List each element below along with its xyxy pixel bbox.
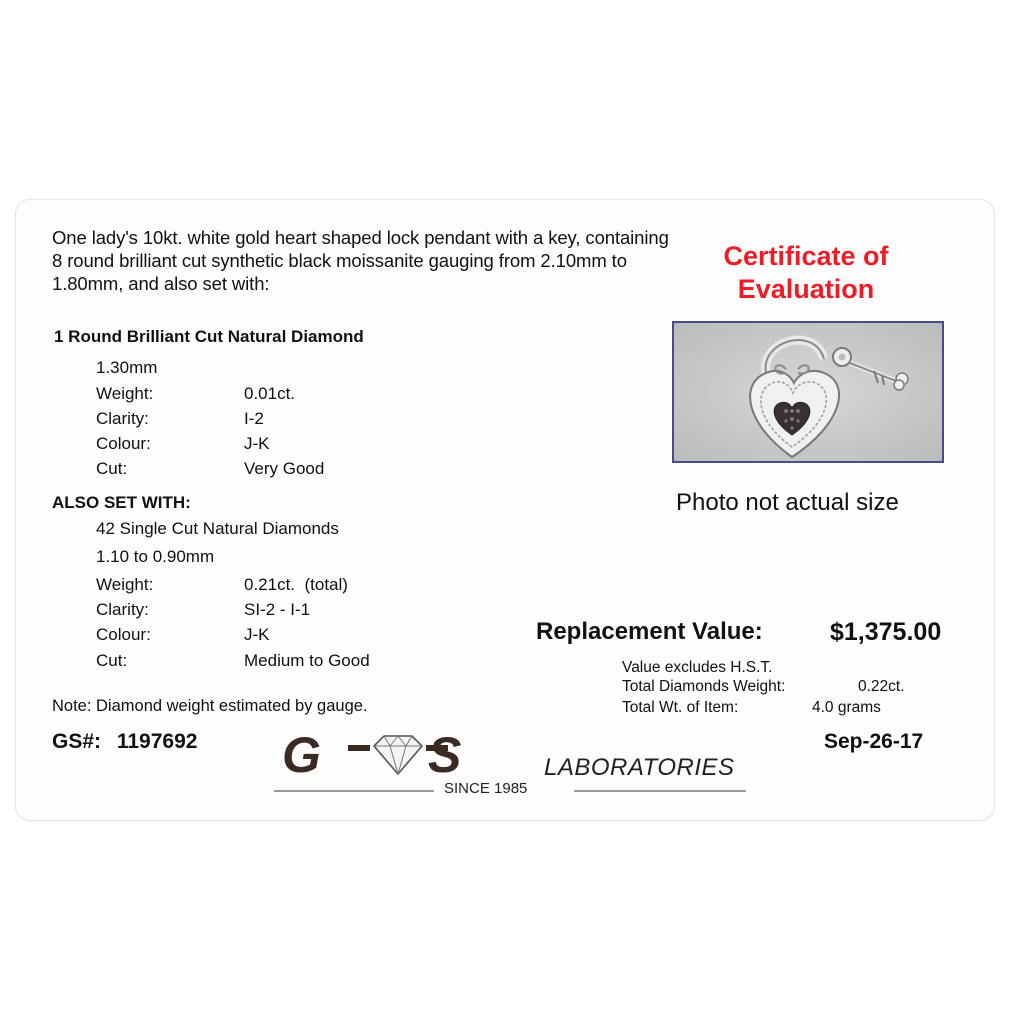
pendant-photo: [672, 321, 944, 463]
also-set-line1: 42 Single Cut Natural Diamonds: [96, 519, 339, 538]
gs-value: 1197692: [116, 730, 198, 753]
svg-text:S: S: [428, 728, 462, 778]
also-cut-label: Cut:: [96, 651, 128, 670]
gauge-note: Note: Diamond weight estimated by gauge.: [52, 697, 368, 715]
laboratories-label: LABORATORIES: [544, 754, 735, 781]
main-weight-label: Weight:: [96, 384, 154, 403]
also-clarity-label: Clarity:: [96, 600, 149, 619]
main-stone-size: 1.30mm: [96, 358, 158, 377]
main-clarity-value: I-2: [244, 409, 264, 428]
heart-lock-pendant-image: [674, 323, 942, 461]
replacement-label: Replacement Value:: [536, 618, 763, 645]
certificate-title: [676, 240, 936, 306]
diamond-icon: [374, 736, 422, 774]
certificate-title-line1: Certificate of: [723, 241, 889, 271]
also-colour-value: J-K: [244, 625, 270, 644]
certificate-date: Sep-26-17: [824, 730, 924, 753]
since-rule-right: [574, 790, 746, 792]
gs-label: GS#:: [52, 730, 102, 753]
svg-text:G: G: [282, 728, 321, 778]
item-description: One lady's 10kt. white gold heart shaped lock pendant with a key, containing 8 round brilliant cut synthetic black moissanite gauging from 2.10mm to 1.80mm, and also set with:: [52, 227, 669, 294]
total-diamonds-label: Total Diamonds Weight:: [622, 678, 786, 695]
main-cut-label: Cut:: [96, 459, 128, 478]
main-colour-label: Colour:: [96, 434, 151, 453]
also-colour-label: Colour:: [96, 625, 151, 644]
also-weight-value: 0.21ct. (total): [244, 575, 348, 594]
also-cut-value: Medium to Good: [244, 651, 370, 670]
since-label: SINCE 1985: [444, 780, 528, 797]
main-weight-value: 0.01ct.: [244, 384, 296, 403]
certificate-title-line2: Evaluation: [737, 274, 875, 304]
total-wt-value: 4.0 grams: [812, 699, 881, 716]
also-set-line2: 1.10 to 0.90mm: [96, 547, 215, 566]
main-cut-value: Very Good: [244, 459, 325, 478]
replacement-value: $1,375.00: [830, 618, 942, 646]
gs-logo-mark: [278, 728, 518, 778]
value-note: Value excludes H.S.T.: [622, 659, 773, 676]
also-clarity-value: SI-2 - I-1: [244, 600, 311, 619]
total-wt-label: Total Wt. of Item:: [622, 699, 739, 716]
since-rule-left: [274, 790, 434, 792]
gs-number: [52, 730, 197, 754]
total-diamonds-value: 0.22ct.: [858, 678, 905, 695]
certificate-card: [16, 200, 994, 820]
main-stone-heading: 1 Round Brilliant Cut Natural Diamond: [54, 327, 364, 346]
main-clarity-label: Clarity:: [96, 409, 149, 428]
also-weight-label: Weight:: [96, 575, 154, 594]
also-set-heading: ALSO SET WITH:: [52, 493, 191, 512]
main-colour-value: J-K: [244, 434, 270, 453]
gs-logo: [278, 728, 518, 778]
photo-caption: Photo not actual size: [676, 489, 899, 516]
